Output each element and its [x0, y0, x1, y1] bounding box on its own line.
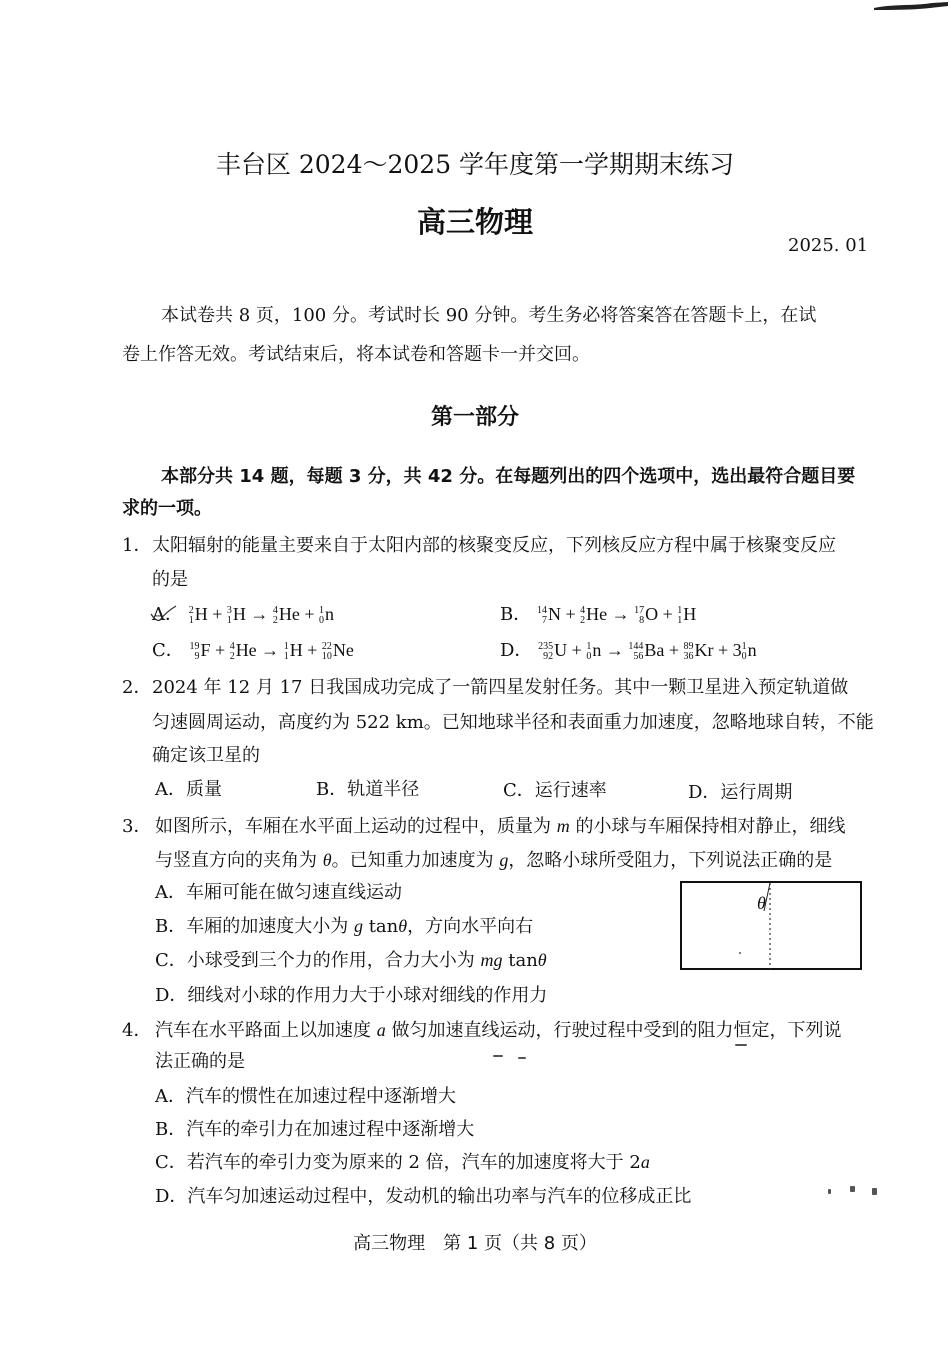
option-a-label: A． — [152, 604, 183, 625]
cart-box — [681, 882, 861, 969]
question-2-stem-line-1: 2024 年 12 月 17 日我国成功完成了一箭四星发射任务。其中一颗卫星进入预定轨道做 — [152, 677, 849, 698]
part-description-line-2: 求的一项。 — [122, 498, 212, 519]
option-d-equation: 235 92 U + 1 0 n → 144 56 Ba + 89 36 Kr + 3 1 0 n — [538, 640, 757, 662]
scan-speck — [518, 1057, 526, 1059]
option-b-equation: 14 7 N + 4 2 He → 17 8 O + 1 1 H — [536, 604, 697, 626]
question-4-number: 4． — [122, 1020, 152, 1041]
question-2-number: 2． — [122, 677, 152, 698]
question-1-option-d — [500, 636, 757, 662]
scan-speck — [735, 1044, 747, 1046]
question-4-stem-line-2: 法正确的是 — [155, 1051, 245, 1072]
intro-line-2: 卷上作答无效。考试结束后，将本试卷和答题卡一并交回。 — [122, 344, 590, 365]
scan-speck — [872, 1188, 877, 1195]
question-4-option-a: A．汽车的惯性在加速过程中逐渐增大 — [155, 1086, 456, 1107]
intro-line-1: 本试卷共 8 页，100 分。考试时长 90 分钟。考生务必将答案答在答题卡上，在试 — [161, 305, 817, 326]
question-2-stem-line-2: 匀速圆周运动，高度约为 522 km。已知地球半径和表面重力加速度，忽略地球自转，不能 — [152, 712, 874, 733]
question-4-option-d: D．汽车匀加速运动过程中，发动机的输出功率与汽车的位移成正比 — [155, 1186, 692, 1207]
cart-diagram — [680, 881, 862, 970]
question-1-option-a — [152, 600, 334, 626]
question-2-option-c: C．运行速率 — [503, 780, 607, 801]
subject-title: 高三物理 — [416, 205, 533, 239]
option-d-label: D． — [500, 640, 533, 661]
scan-speck — [828, 1189, 831, 1194]
question-3-option-d: D．细线对小球的作用力大于小球对细线的作用力 — [155, 985, 548, 1006]
question-1-stem-line-1: 太阳辐射的能量主要来自于太阳内部的核聚变反应，下列核反应方程中属于核聚变反应 — [152, 535, 836, 556]
exam-date: 2025. 01 — [788, 235, 869, 256]
theta-label: θ — [757, 893, 766, 913]
option-c-label: C． — [152, 640, 184, 661]
question-3-number: 3． — [122, 816, 152, 837]
question-2-option-d: D．运行周期 — [688, 782, 793, 803]
option-a-equation: 2 1 H + 3 1 H → 4 2 He + 1 0 n — [188, 604, 335, 626]
question-4-option-c: C．若汽车的牵引力变为原来的 2 倍，汽车的加速度将大于 2a — [155, 1152, 650, 1173]
question-2-stem-line-3: 确定该卫星的 — [152, 745, 260, 766]
scan-smudge — [872, 0, 950, 14]
question-3-option-a: A．车厢可能在做匀速直线运动 — [155, 882, 402, 903]
option-b-label: B． — [500, 604, 532, 625]
question-3-option-b: B．车厢的加速度大小为 g tanθ，方向水平向右 — [155, 916, 534, 937]
question-3-stem-line-1: 如图所示，车厢在水平面上运动的过程中，质量为 m 的小球与车厢保持相对静止，细线 — [155, 816, 846, 837]
question-1-option-c — [152, 636, 354, 662]
question-4-option-b: B．汽车的牵引力在加速过程中逐渐增大 — [155, 1119, 475, 1140]
option-c-equation: 19 9 F + 4 2 He → 1 1 H + 22 10 Ne — [189, 640, 354, 662]
page-footer: 高三物理 第 1 页（共 8 页） — [353, 1233, 597, 1254]
scan-speck — [850, 1186, 855, 1192]
part-title: 第一部分 — [430, 405, 519, 430]
scan-dot — [739, 952, 741, 954]
question-2-option-b: B．轨道半径 — [316, 779, 420, 800]
handwritten-check-mark — [148, 602, 178, 624]
question-3-option-c: C．小球受到三个力的作用，合力大小为 mg tanθ — [155, 950, 547, 971]
part-description-line-1: 本部分共 14 题，每题 3 分，共 42 分。在每题列出的四个选项中，选出最符合题目要 — [161, 466, 856, 487]
question-3-stem-line-2: 与竖直方向的夹角为 θ。已知重力加速度为 g，忽略小球所受阻力，下列说法正确的是 — [155, 850, 833, 871]
exam-title: 丰台区 2024～2025 学年度第一学期期末练习 — [215, 150, 735, 179]
scan-speck — [493, 1055, 503, 1057]
question-1-option-b — [500, 600, 696, 626]
question-4-stem-line-1: 汽车在水平路面上以加速度 a 做匀加速直线运动，行驶过程中受到的阻力恒定，下列说 — [155, 1020, 842, 1041]
question-1-stem-line-2: 的是 — [152, 569, 188, 590]
question-1-number: 1． — [122, 535, 152, 556]
question-2-option-a: A．质量 — [155, 779, 222, 800]
